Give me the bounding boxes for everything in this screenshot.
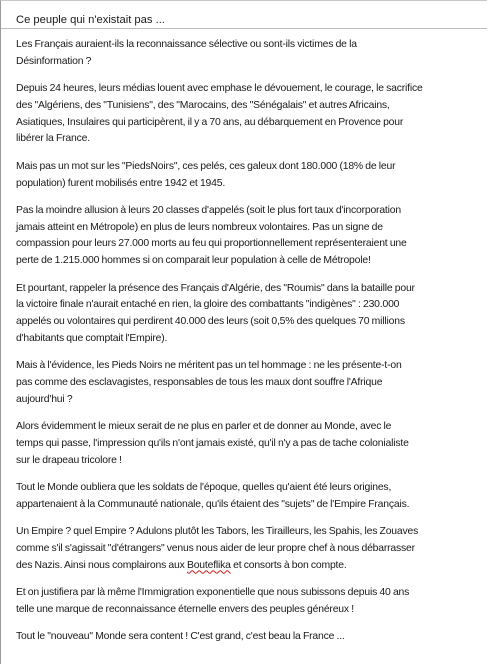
paragraph-line: comme s'il s'agissait "d'étrangers" venus nous aider de leur propre chef à nous débarrasser — [16, 542, 415, 554]
paragraph-line: Tout le "nouveau" Monde sera content ! C'est grand, c'est beau la France ... — [16, 631, 345, 643]
paragraph-line: la victoire finale n'aurait entaché en rien, la gloire des combattants "indigènes" : 230.000 — [16, 299, 400, 311]
paragraph — [16, 524, 478, 574]
paragraph — [16, 480, 478, 514]
paragraph-line: compassion pour leurs 27.000 morts au feu qui proportionnellement représenteraient une — [16, 238, 407, 250]
paragraph-line: Mais pas un mot sur les "PiedsNoirs", ces pelés, ces galeux dont 180.000 (18% de leur — [16, 160, 396, 172]
paragraph — [16, 419, 478, 469]
paragraph-line: libérer la France. — [16, 133, 90, 145]
paragraph-line: Pas la moindre allusion à leurs 20 classes d'appelés (soit le plus fort taux d'incorporation — [16, 204, 401, 216]
paragraph — [16, 281, 478, 348]
paragraph-line: Depuis 24 heures, leurs médias louent avec emphase le dévouement, le courage, le sacrifice — [16, 83, 423, 95]
paragraph — [16, 203, 478, 270]
paragraph-line: Les Français auraient-ils la reconnaissance sélective ou sont-ils victimes de la — [16, 39, 357, 50]
paragraph-line: appelés ou volontaires qui perdirent 40.000 des leurs (soit 0,5% des quelques 70 millions — [16, 316, 405, 328]
paragraph-line: pas comme des esclavagistes, responsables de tous les maux dont souffre l'Afrique — [16, 377, 383, 389]
paragraph-line: jamais atteint en Métropole) en plus de leurs nombreux volontaires. Pas un signe de — [16, 221, 383, 233]
paragraph-line: Et on justifiera par là même l'Immigration exponentielle que nous subissons depuis 40 ans — [16, 587, 410, 599]
paragraph-line: aujourd'hui ? — [16, 393, 73, 405]
paragraph-line: Alors évidemment le mieux serait de ne plus en parler et de donner au Monde, avec le — [16, 421, 392, 433]
paragraph-line: appartenaient à la Communauté nationale, qu'ils étaient des "sujets" de l'Empire Français. — [16, 498, 410, 510]
document-title: Ce peuple qui n'existait pas ... — [16, 13, 165, 26]
paragraph — [16, 81, 478, 148]
document-content — [16, 1, 478, 643]
paragraph-line: des Nazis. Ainsi nous complairons aux Bouteflika et consorts à bon compte. — [16, 559, 347, 571]
paragraph-line: Mais à l'évidence, les Pieds Noirs ne méritent pas un tel hommage : ne les présente-t-on — [16, 360, 402, 372]
spellcheck-flagged-word: Bouteflika — [186, 559, 231, 571]
paragraph-line: Asiatiques, Insulaires qui participèrent, il y a 70 ans, au débarquement en Provence pour — [16, 116, 404, 128]
paragraph — [16, 37, 478, 71]
paragraph-line: Un Empire ? quel Empire ? Adulons plutôt les Tabors, les Tirailleurs, les Spahis, les Zouaves — [16, 526, 419, 538]
paragraph-line: Tout le Monde oubliera que les soldats de l'époque, quelles qu'aient été leurs origines, — [16, 482, 392, 494]
paragraph-line: telle une marque de reconnaissance éternelle envers des peuples généreux ! — [16, 603, 354, 615]
paragraph — [16, 629, 478, 646]
paragraph-line: perte de 1.215.000 hommes si on comparait leur population à celle de Métropole! — [16, 255, 371, 267]
paragraph-line: sur le drapeau tricolore ! — [16, 454, 122, 466]
document-body — [16, 37, 478, 656]
paragraph-line: population) furent mobilisés entre 1942 et 1945. — [16, 177, 226, 189]
paragraph — [16, 585, 478, 619]
paragraph-line: temps qui passe, l'impression qu'ils n'ont jamais existé, qu'il n'y a pas de tache colonialiste — [16, 437, 409, 449]
paragraph-line: des "Algériens, des "Tunisiens", des "Marocains, des "Sénégalais" et autres Africains, — [16, 99, 390, 111]
paragraph-line: Désinformation ? — [16, 55, 92, 67]
paragraph — [16, 358, 478, 408]
paragraph — [16, 159, 478, 193]
paragraph-line: d'habitants que comptait l'Empire). — [16, 332, 168, 344]
paragraph-line: Et pourtant, rappeler la présence des Français d'Algérie, des "Roumis" dans la bataille pour — [16, 282, 415, 294]
